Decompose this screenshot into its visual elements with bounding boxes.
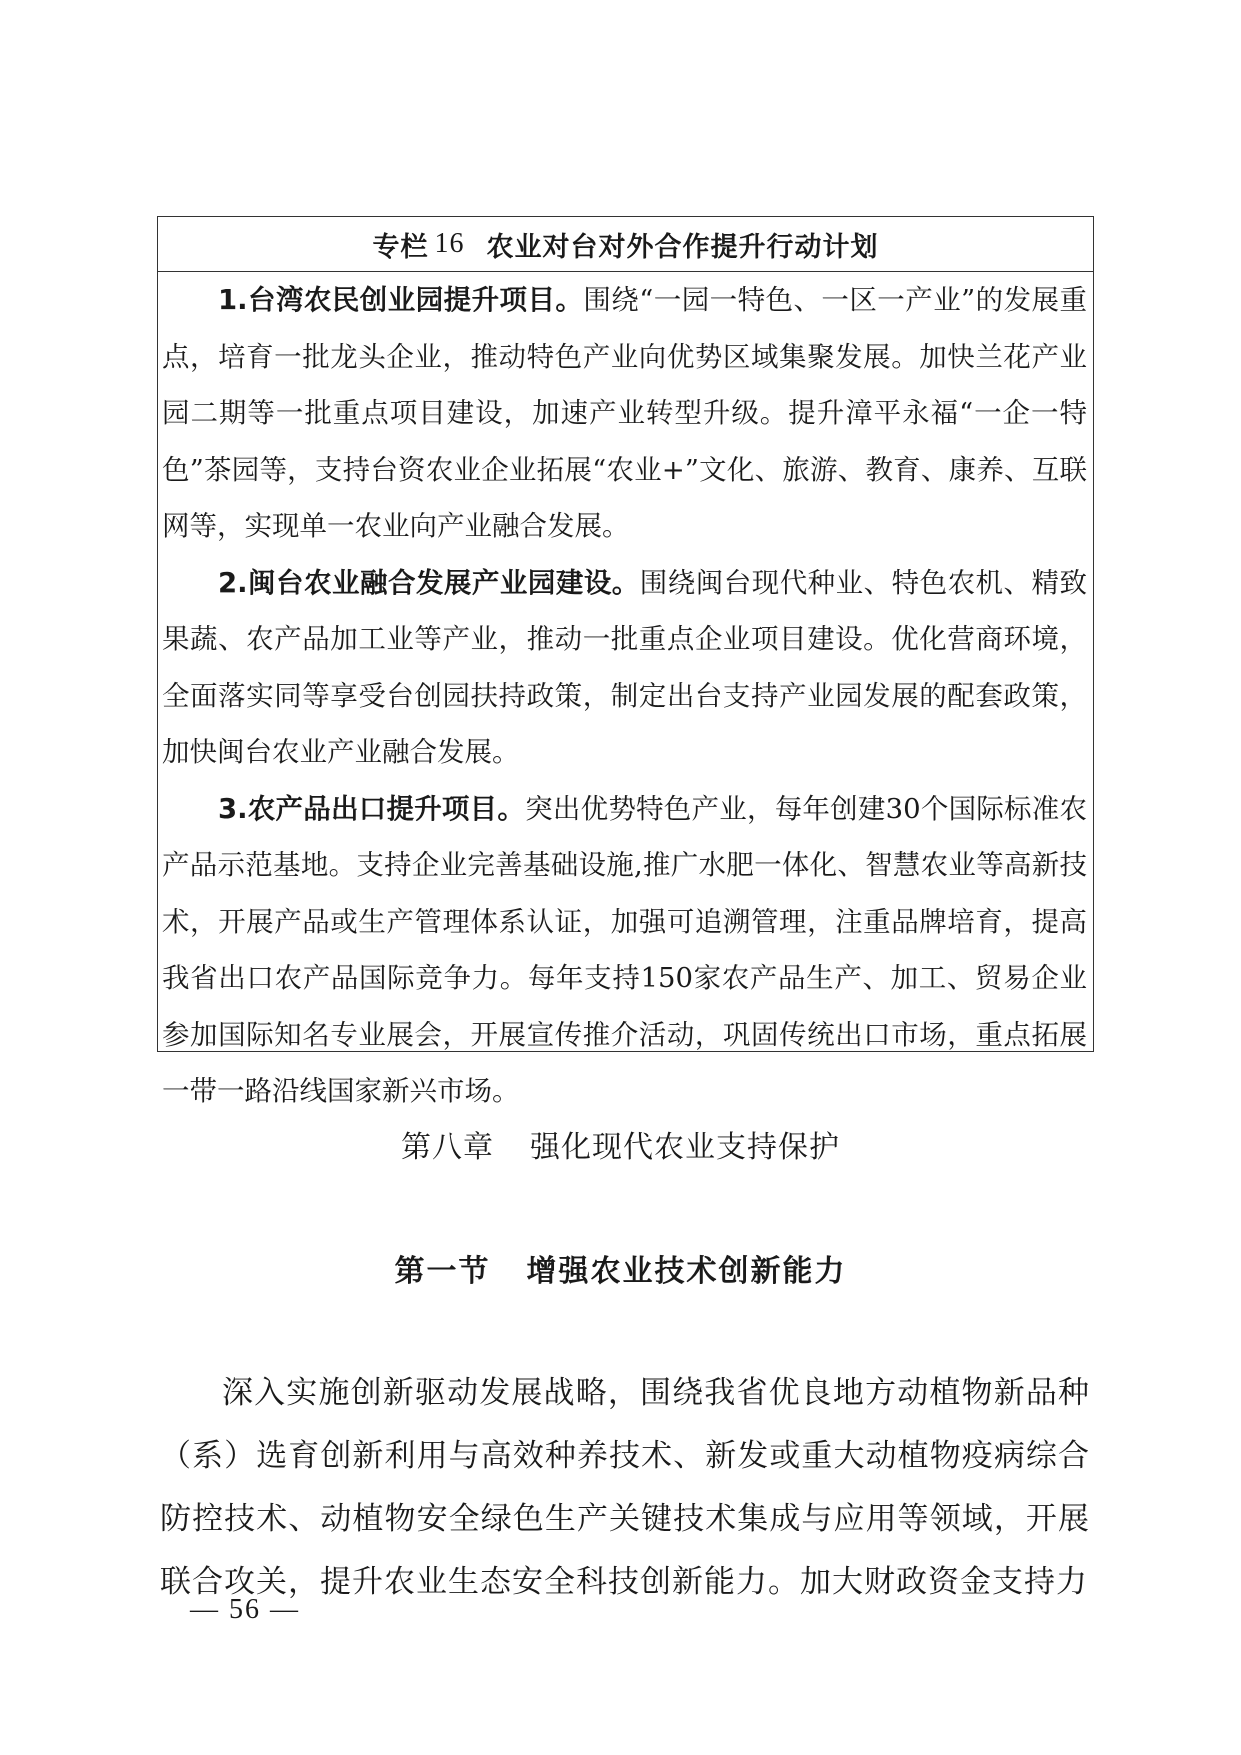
- box-item-text: 突出优势特色产业，每年创建30个国际标准农产品示范基地。支持企业完善基础设施,推广水肥一体化、智慧农业等高新技术，开展产品或生产管理体系认证，加强可追溯管理，注重品牌培育，提高我省出口农产品国际竞争力。每年支持150家农产品生产、加工、贸易企业参加国际知名专业展会，开展宣传推介活动，巩固传统出口市场，重点拓展一带一路沿线国家新兴市场。: [162, 792, 1087, 1107]
- chapter-title: 强化现代农业支持保护: [530, 1130, 840, 1165]
- section-number: 第一节: [394, 1254, 491, 1289]
- special-column-box: [157, 216, 1094, 1107]
- box-item: [162, 272, 1087, 555]
- box-title-text: 农业对台对外合作提升行动计划: [486, 231, 879, 263]
- box-item-lead: 3.农产品出口提升项目。: [218, 792, 526, 825]
- box-item-text: 围绕闽台现代种业、特色农机、精致果蔬、农产品加工业等产业，推动一批重点企业项目建设。优化营商环境，全面落实同等享受台创园扶持政策，制定出台支持产业园发展的配套政策，加快闽台农业产业融合发展。: [162, 566, 1087, 768]
- box-item: [162, 555, 1087, 781]
- chapter-heading: [0, 1122, 1241, 1166]
- page-number: — 56 —: [190, 1594, 300, 1625]
- body-paragraph: 深入实施创新驱动发展战略，围绕我省优良地方动植物新品种（系）选育创新利用与高效种养技术、新发或重大动植物疫病综合防控技术、动植物安全绿色生产关键技术集成与应用等领域，开展联合攻关，提升农业生态安全科技创新能力。加大财政资金支持力: [160, 1375, 1090, 1600]
- box-item-lead: 2.闽台农业融合发展产业园建设。: [218, 566, 640, 599]
- section-title: 增强农业技术创新能力: [526, 1254, 847, 1289]
- box-title-number: 16: [434, 228, 465, 259]
- box-body: [158, 272, 1093, 1120]
- box-item-text: 围绕“一园一特色、一区一产业”的发展重点，培育一批龙头企业，推动特色产业向优势区域集聚发展。加快兰花产业园二期等一批重点项目建设，加速产业转型升级。提升漳平永福“一企一特色”茶园等，支持台资农业企业拓展“农业+”文化、旅游、教育、康养、互联网等，实现单一农业向产业融合发展。: [162, 284, 1087, 542]
- box-title: [158, 217, 1093, 272]
- box-item-lead: 1.台湾农民创业园提升项目。: [218, 284, 584, 316]
- box-title-prefix: 专栏: [372, 231, 429, 263]
- section-heading: [0, 1246, 1241, 1290]
- chapter-number: 第八章: [401, 1130, 494, 1165]
- box-item: [162, 781, 1087, 1120]
